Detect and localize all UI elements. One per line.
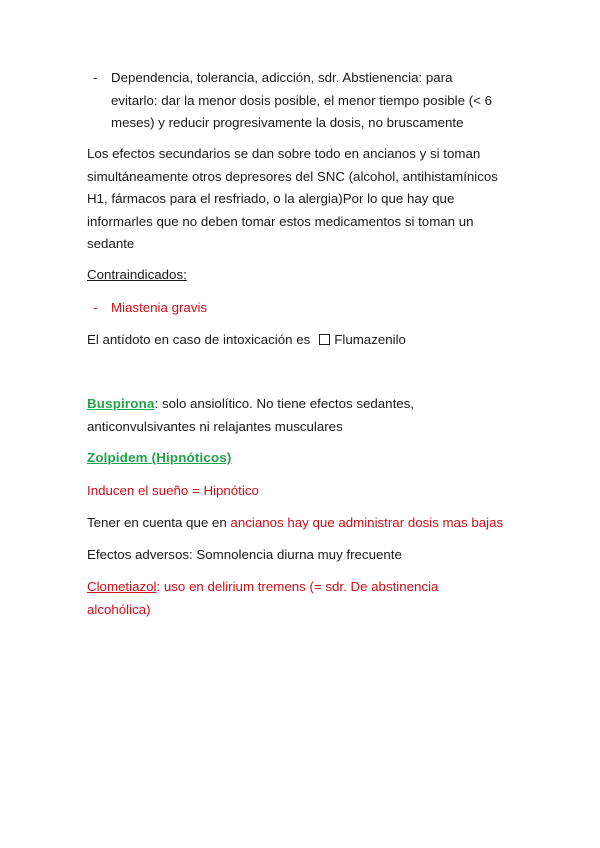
buspirona-paragraph	[87, 393, 527, 438]
dependencia-line-2: evitarlo: dar la menor dosis posible, el menor tiempo posible (< 6	[111, 92, 492, 108]
dependencia-line-3: meses) y reducir progresivamente la dosis, no bruscamente	[111, 115, 464, 130]
checkbox-square-icon	[319, 334, 330, 345]
antidoto-text: El antídoto en caso de intoxicación es	[87, 332, 311, 347]
antidoto-line	[87, 329, 527, 352]
efectos-line-4: informarles que no deben tomar estos medicamentos si toman un	[87, 213, 474, 229]
buspirona-name: Buspirona	[87, 396, 155, 411]
clometiazol-rest: : uso en delirium tremens (= sdr. De abstinencia	[156, 579, 439, 594]
zolpidem-title: Zolpidem (Hipnóticos)	[87, 450, 232, 465]
tener-line	[87, 512, 547, 535]
efectos-paragraph	[87, 143, 527, 256]
efectos-line-3: H1, fármacos para el resfriado, o la alergia)Por lo que hay que	[87, 191, 455, 206]
tener-highlight: ancianos hay que administrar dosis mas bajas	[230, 515, 504, 530]
buspirona-rest: : solo ansiolítico. No tiene efectos sedantes,	[154, 396, 415, 411]
miastenia-item: Miastenia gravis	[111, 300, 208, 315]
clometiazol-paragraph	[87, 576, 527, 621]
efectos-adversos-line: Efectos adversos: Somnolencia diurna muy frecuente	[87, 547, 402, 562]
tener-prefix: Tener en cuenta que en	[87, 515, 231, 530]
list-dash: -	[93, 70, 98, 85]
efectos-line-5: sedante	[87, 236, 135, 251]
antidoto-value: Flumazenilo	[334, 332, 406, 347]
efectos-line-2: simultáneamente otros depresores del SNC (alcohol, antihistamínicos	[87, 168, 498, 184]
clometiazol-line-2: alcohólica)	[87, 601, 151, 617]
dependencia-item	[111, 67, 531, 135]
buspirona-line-2: anticonvulsivantes ni relajantes musculares	[87, 418, 343, 434]
zolpidem-heading	[87, 447, 527, 470]
list-dash: -	[93, 300, 98, 315]
hipnotico-line: Inducen el sueño = Hipnótico	[87, 483, 259, 498]
efectos-line-1: Los efectos secundarios se dan sobre todo en ancianos y si toman	[87, 146, 481, 161]
contraindicados-heading	[87, 264, 527, 287]
contraindicados-label: Contraindicados:	[87, 267, 187, 282]
clometiazol-name: Clometiazol	[87, 579, 157, 594]
dependencia-line-1: Dependencia, tolerancia, adicción, sdr. Abstienencia: para	[111, 70, 453, 85]
